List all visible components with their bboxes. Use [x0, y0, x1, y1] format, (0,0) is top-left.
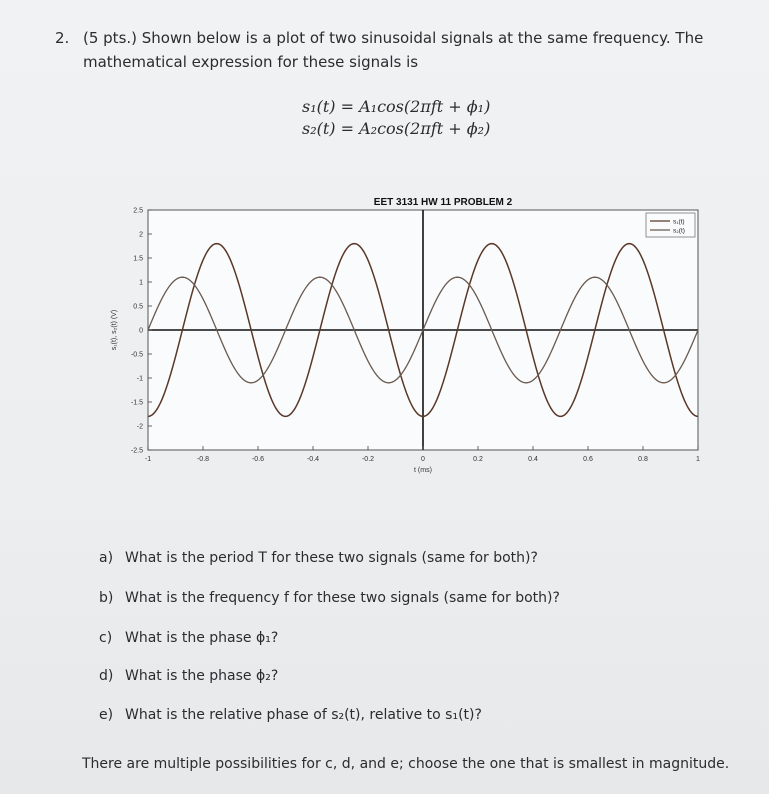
y-tick-label: -0.5 — [130, 351, 143, 359]
footnote: There are multiple possibilities for c, d, and e; choose the one that is smallest in magnitude. — [82, 756, 730, 772]
x-tick-label: -0.2 — [361, 456, 375, 463]
x-tick-label: -1 — [144, 456, 152, 463]
y-tick-label: 2 — [139, 231, 143, 239]
x-tick-label: -0.8 — [196, 456, 210, 463]
y-tick-label: -2 — [136, 423, 143, 431]
legend-box — [646, 213, 695, 237]
signal-equations — [302, 96, 490, 140]
problem-statement: (5 pts.) Shown below is a plot of two sinusoidal signals at the same frequency. The mathematical expression for these signals is — [83, 29, 704, 71]
legend-entry: s₁(t) — [673, 218, 685, 226]
question-a: a) What is the period T for these two signals (same for both)? — [99, 550, 538, 566]
y-axis-label: s₁(t), s₂(t) (V) — [111, 309, 118, 351]
y-tick-label: 0.5 — [133, 303, 143, 311]
x-tick-label: -0.6 — [251, 456, 265, 463]
y-tick-label: 2.5 — [133, 207, 143, 215]
y-tick-label: -1 — [136, 375, 143, 383]
question-d: d) What is the phase ϕ₂? — [99, 668, 279, 684]
x-axis-label: t (ms) — [414, 467, 432, 474]
x-tick-label: 1 — [696, 456, 700, 463]
x-tick-label: -0.4 — [306, 456, 320, 463]
x-tick-label: 0.6 — [583, 456, 593, 463]
signal-plot — [108, 190, 708, 490]
problem-number: 2. — [55, 29, 70, 47]
y-tick-label: -2.5 — [130, 447, 143, 455]
x-tick-label: 0.4 — [528, 456, 538, 463]
y-tick-label: 1 — [139, 279, 143, 287]
equation-s2: s₂(t) = A₂cos(2πft + ϕ₂) — [302, 119, 491, 138]
question-e: e) What is the relative phase of s₂(t), relative to s₁(t)? — [99, 707, 482, 723]
question-b: b) What is the frequency f for these two signals (same for both)? — [99, 590, 560, 606]
y-tick-label: 0 — [139, 327, 143, 335]
x-tick-label: 0.8 — [638, 456, 648, 463]
x-tick-label: 0 — [421, 456, 425, 463]
y-tick-label: -1.5 — [130, 399, 143, 407]
y-tick-label: 1.5 — [133, 255, 143, 263]
legend-entry: s₂(t) — [673, 227, 685, 235]
x-tick-label: 0.2 — [473, 456, 483, 463]
chart-title: EET 3131 HW 11 PROBLEM 2 — [373, 197, 513, 208]
question-c: c) What is the phase ϕ₁? — [99, 630, 279, 646]
equation-s1: s₁(t) = A₁cos(2πft + ϕ₁) — [302, 97, 491, 116]
